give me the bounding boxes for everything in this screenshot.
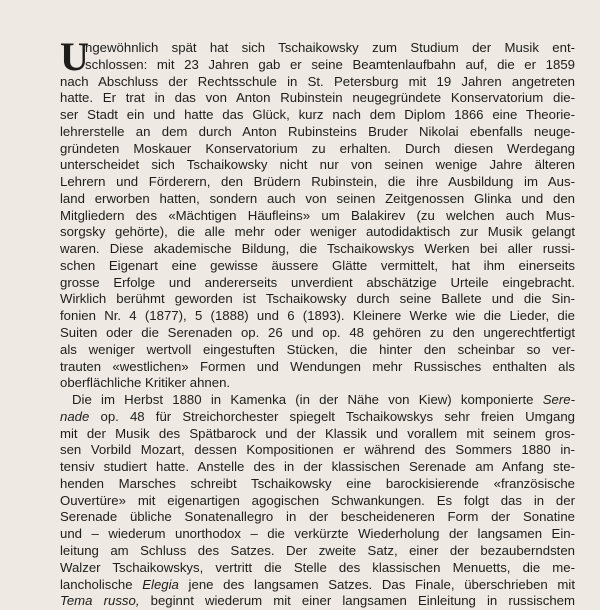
text-segment: Die im Herbst 1880 in Kamenka (in der Nähe von Kiew) komponierte — [72, 392, 534, 408]
italic-text: nade — [60, 408, 90, 424]
text-line: lehrerstelle an dem durch Anton Rubinsteins Bruder Nikolai ebenfalls neuge- — [60, 123, 575, 139]
text-line: oberflächliche Kritiker ahnen. — [60, 375, 231, 391]
text-line: mit der Musik des Spätbarock und der Klassik und vorallem mit seinem gros- — [60, 425, 575, 441]
paragraph-2 — [60, 392, 575, 610]
text-line: leitung am Schluss des Satzes. Der zweite Satz, einer der bezauberndsten — [60, 542, 575, 558]
text-line: sen Vorbild Mozart, dessen Kompositionen er während des Sommers 1880 in- — [60, 442, 575, 458]
text-line: und – wiederum unorthodox – die verkürzte Wiederholung der langsamen Ein- — [60, 526, 575, 542]
text-segment: beginnt wiederum mit einer langsamen Einleitung in russischem — [139, 593, 576, 609]
italic-text: Elegia — [142, 576, 179, 592]
text-segment: jene des langsamen Satzes. Das Finale, überschrieben mit — [178, 576, 575, 592]
text-line: sorgsky gehörte), die alle mehr oder weniger autodidaktisch zur Musik gelangt — [60, 224, 575, 240]
text-line: ser Stadt ein und hatte das Glück, kurz nach dem Diplom 1866 eine Theorie- — [60, 107, 575, 123]
text-line: Mitgliedern des «Mächtigen Häufleins» um Balakirev (zu welchen auch Mus- — [60, 207, 575, 223]
text-line: Suiten oder die Serenaden op. 26 und op. 48 gehören zu den ungerechtfertigt — [60, 325, 575, 341]
text-line: als weniger wertvoll eingestuften Stücken, die hinter den scheinbar so ver- — [60, 341, 575, 357]
drop-cap-letter: U — [60, 34, 89, 79]
text-line: Lehrern und Förderern, den Brüdern Rubinstein, die ihre Ausbildung im Aus- — [60, 174, 575, 190]
text-line: tensiv studiert hatte. Anstelle des in der klassischen Serenade am Anfang ste- — [60, 459, 575, 475]
text-line — [60, 392, 575, 409]
text-line — [60, 577, 575, 594]
text-line: Walzer Tschaikowskys, vertritt die Stelle des klassischen Menuetts, die me- — [60, 559, 575, 575]
text-line: Ouvertüre» mit eigenartigen agogischen Schwankungen. Es folgt das in der — [60, 492, 575, 508]
text-line: trauten «westlichen» Formen und Wendungen mehr Russisches enthalten als — [60, 358, 575, 374]
text-line: schen Eigenart eine gewisse äussere Glätte vermittelt, hat ihm einerseits — [60, 257, 575, 273]
text-segment: lancholische — [60, 576, 143, 592]
text-line: gründeten Moskauer Konservatorium zu erhalten. Durch diesen Werdegang — [60, 140, 575, 156]
text-line: Serenade übliche Sonatenallegro in der bescheideneren Form der Sonatine — [60, 509, 575, 525]
text-line: unterscheidet sich Tschaikowsky nicht nur von seinen wenige Jahre älteren — [60, 157, 575, 173]
text-segment: op. 48 für Streichorchester spiegelt Tschaikowskys sehr freien Umgang — [89, 408, 575, 424]
paragraph-1 — [60, 34, 575, 392]
text-line — [60, 409, 575, 426]
text-line: ngewöhnlich spät hat sich Tschaikowsky zum Studium der Musik ent- — [85, 40, 575, 55]
text-line: fonien Nr. 4 (1877), 5 (1888) und 6 (1893). Kleinere Werke wie die Lieder, die — [60, 308, 575, 324]
text-line — [60, 593, 575, 610]
text-line: hatte. Er trat in das von Anton Rubinstein neugegründete Konservatorium die- — [60, 90, 575, 106]
text-line: grosse Erfolge und andererseits unverdient abschätzige Urteile eingebracht. — [60, 274, 575, 290]
italic-text: Sere- — [542, 392, 575, 408]
text-line: land erworben hatten, sondern auch von seinen Zeitgenossen Glinka und den — [60, 190, 575, 206]
document-page — [60, 34, 576, 609]
text-line: waren. Diese akademische Bildung, die Tschaikowskys Werken bei aller russi- — [60, 241, 575, 257]
italic-text: Tema russo, — [60, 593, 140, 609]
text-line: henden Marsches schreibt Tschaikowsky eine barockisierende «französische — [60, 475, 575, 491]
text-line: Wirklich berühmt geworden ist Tschaikowsky durch seine Ballete und die Sin- — [60, 291, 575, 307]
text-line: nach Abschluss der Rechtsschule in St. Petersburg mit 19 Jahren angetreten — [60, 73, 575, 89]
text-line: schlossen: mit 23 Jahren gab er seine Beamtenlaufbahn auf, die er 1859 — [85, 56, 575, 72]
